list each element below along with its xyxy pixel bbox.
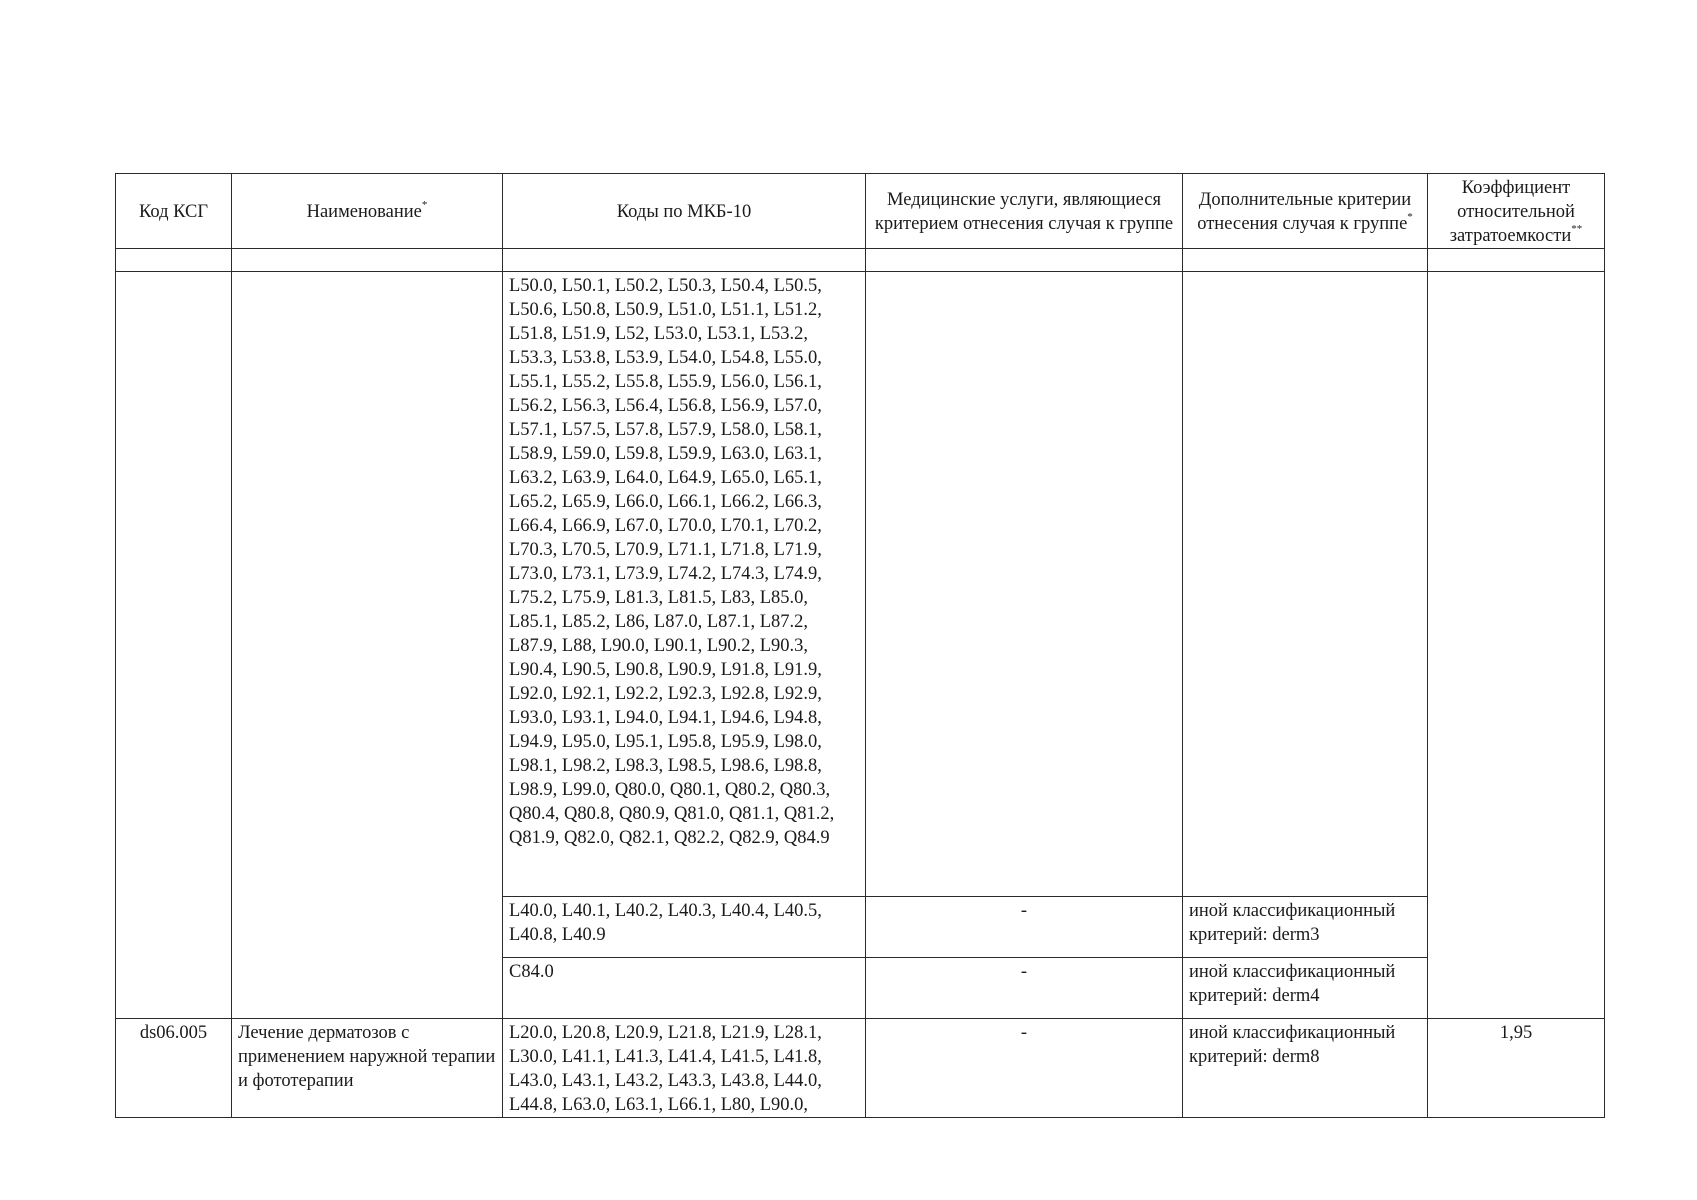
cell-services: -	[866, 1019, 1183, 1118]
cell-name: Лечение дерматозов с применением наружной терапии и фототерапии	[232, 1019, 503, 1118]
cell-services: -	[866, 958, 1183, 1019]
cell-mkb-codes: L40.0, L40.1, L40.2, L40.3, L40.4, L40.5, L40.8, L40.9	[503, 897, 866, 958]
header-criteria: Дополнительные критерии отнесения случая к группе*	[1183, 174, 1428, 249]
footnote-mark: **	[1571, 222, 1583, 235]
cell-criteria: иной классификационный критерий: derm4	[1183, 958, 1428, 1019]
cell-criteria	[1183, 272, 1428, 897]
cell-coef: 1,95	[1428, 1019, 1605, 1118]
cell-name-empty	[232, 272, 503, 1019]
cell-mkb-codes: L20.0, L20.8, L20.9, L21.8, L21.9, L28.1, L30.0, L41.1, L41.3, L41.4, L41.5, L41.8, L43.0, L43.1, L43.2, L43.3, L43.8, L44.0, L44.8, L63.0, L63.1, L66.1, L80, L90.0,	[503, 1019, 866, 1118]
table-row	[116, 1019, 1605, 1118]
cell-services: -	[866, 897, 1183, 958]
header-coef: Коэффициент относительной затратоемкости**	[1428, 174, 1605, 249]
header-code: Код КСГ	[116, 174, 232, 249]
spacer-row	[116, 249, 1605, 272]
ksg-table	[115, 173, 1605, 1118]
cell-mkb-codes: L50.0, L50.1, L50.2, L50.3, L50.4, L50.5, L50.6, L50.8, L50.9, L51.0, L51.1, L51.2, L51.8, L51.9, L52, L53.0, L53.1, L53.2, L53.3, L53.8, L53.9, L54.0, L54.8, L55.0, L55.1, L55.2, L55.8, L55.9, L56.0, L56.1, L56.2, L56.3, L56.4, L56.8, L56.9, L57.0, L57.1, L57.5, L57.8, L57.9, L58.0, L58.1, L58.9, L59.0, L59.8, L59.9, L63.0, L63.1, L63.2, L63.9, L64.0, L64.9, L65.0, L65.1, L65.2, L65.9, L66.0, L66.1, L66.2, L66.3, L66.4, L66.9, L67.0, L70.0, L70.1, L70.2, L70.3, L70.5, L70.9, L71.1, L71.8, L71.9, L73.0, L73.1, L73.9, L74.2, L74.3, L74.9, L75.2, L75.9, L81.3, L81.5, L83, L85.0, L85.1, L85.2, L86, L87.0, L87.1, L87.2, L87.9, L88, L90.0, L90.1, L90.2, L90.3, L90.4, L90.5, L90.8, L90.9, L91.8, L91.9, L92.0, L92.1, L92.2, L92.3, L92.8, L92.9, L93.0, L93.1, L94.0, L94.1, L94.6, L94.8, L94.9, L95.0, L95.1, L95.8, L95.9, L98.0, L98.1, L98.2, L98.3, L98.5, L98.6, L98.8, L98.9, L99.0, Q80.0, Q80.1, Q80.2, Q80.3, Q80.4, Q80.8, Q80.9, Q81.0, Q81.1, Q81.2, Q81.9, Q82.0, Q82.1, Q82.2, Q82.9, Q84.9	[503, 272, 866, 897]
footnote-mark: *	[421, 198, 428, 211]
cell-ksg-code: ds06.005	[116, 1019, 232, 1118]
header-services: Медицинские услуги, являющиеся критерием отнесения случая к группе	[866, 174, 1183, 249]
header-mkb: Коды по МКБ-10	[503, 174, 866, 249]
cell-coef-empty	[1428, 272, 1605, 1019]
cell-mkb-codes: C84.0	[503, 958, 866, 1019]
footnote-mark: *	[1407, 210, 1413, 223]
cell-services	[866, 272, 1183, 897]
cell-ksg-empty	[116, 272, 232, 1019]
cell-criteria: иной классификационный критерий: derm8	[1183, 1019, 1428, 1118]
cell-criteria: иной классификационный критерий: derm3	[1183, 897, 1428, 958]
table-header-row	[116, 174, 1605, 249]
table-row	[116, 272, 1605, 897]
header-name: Наименование*	[232, 174, 503, 249]
